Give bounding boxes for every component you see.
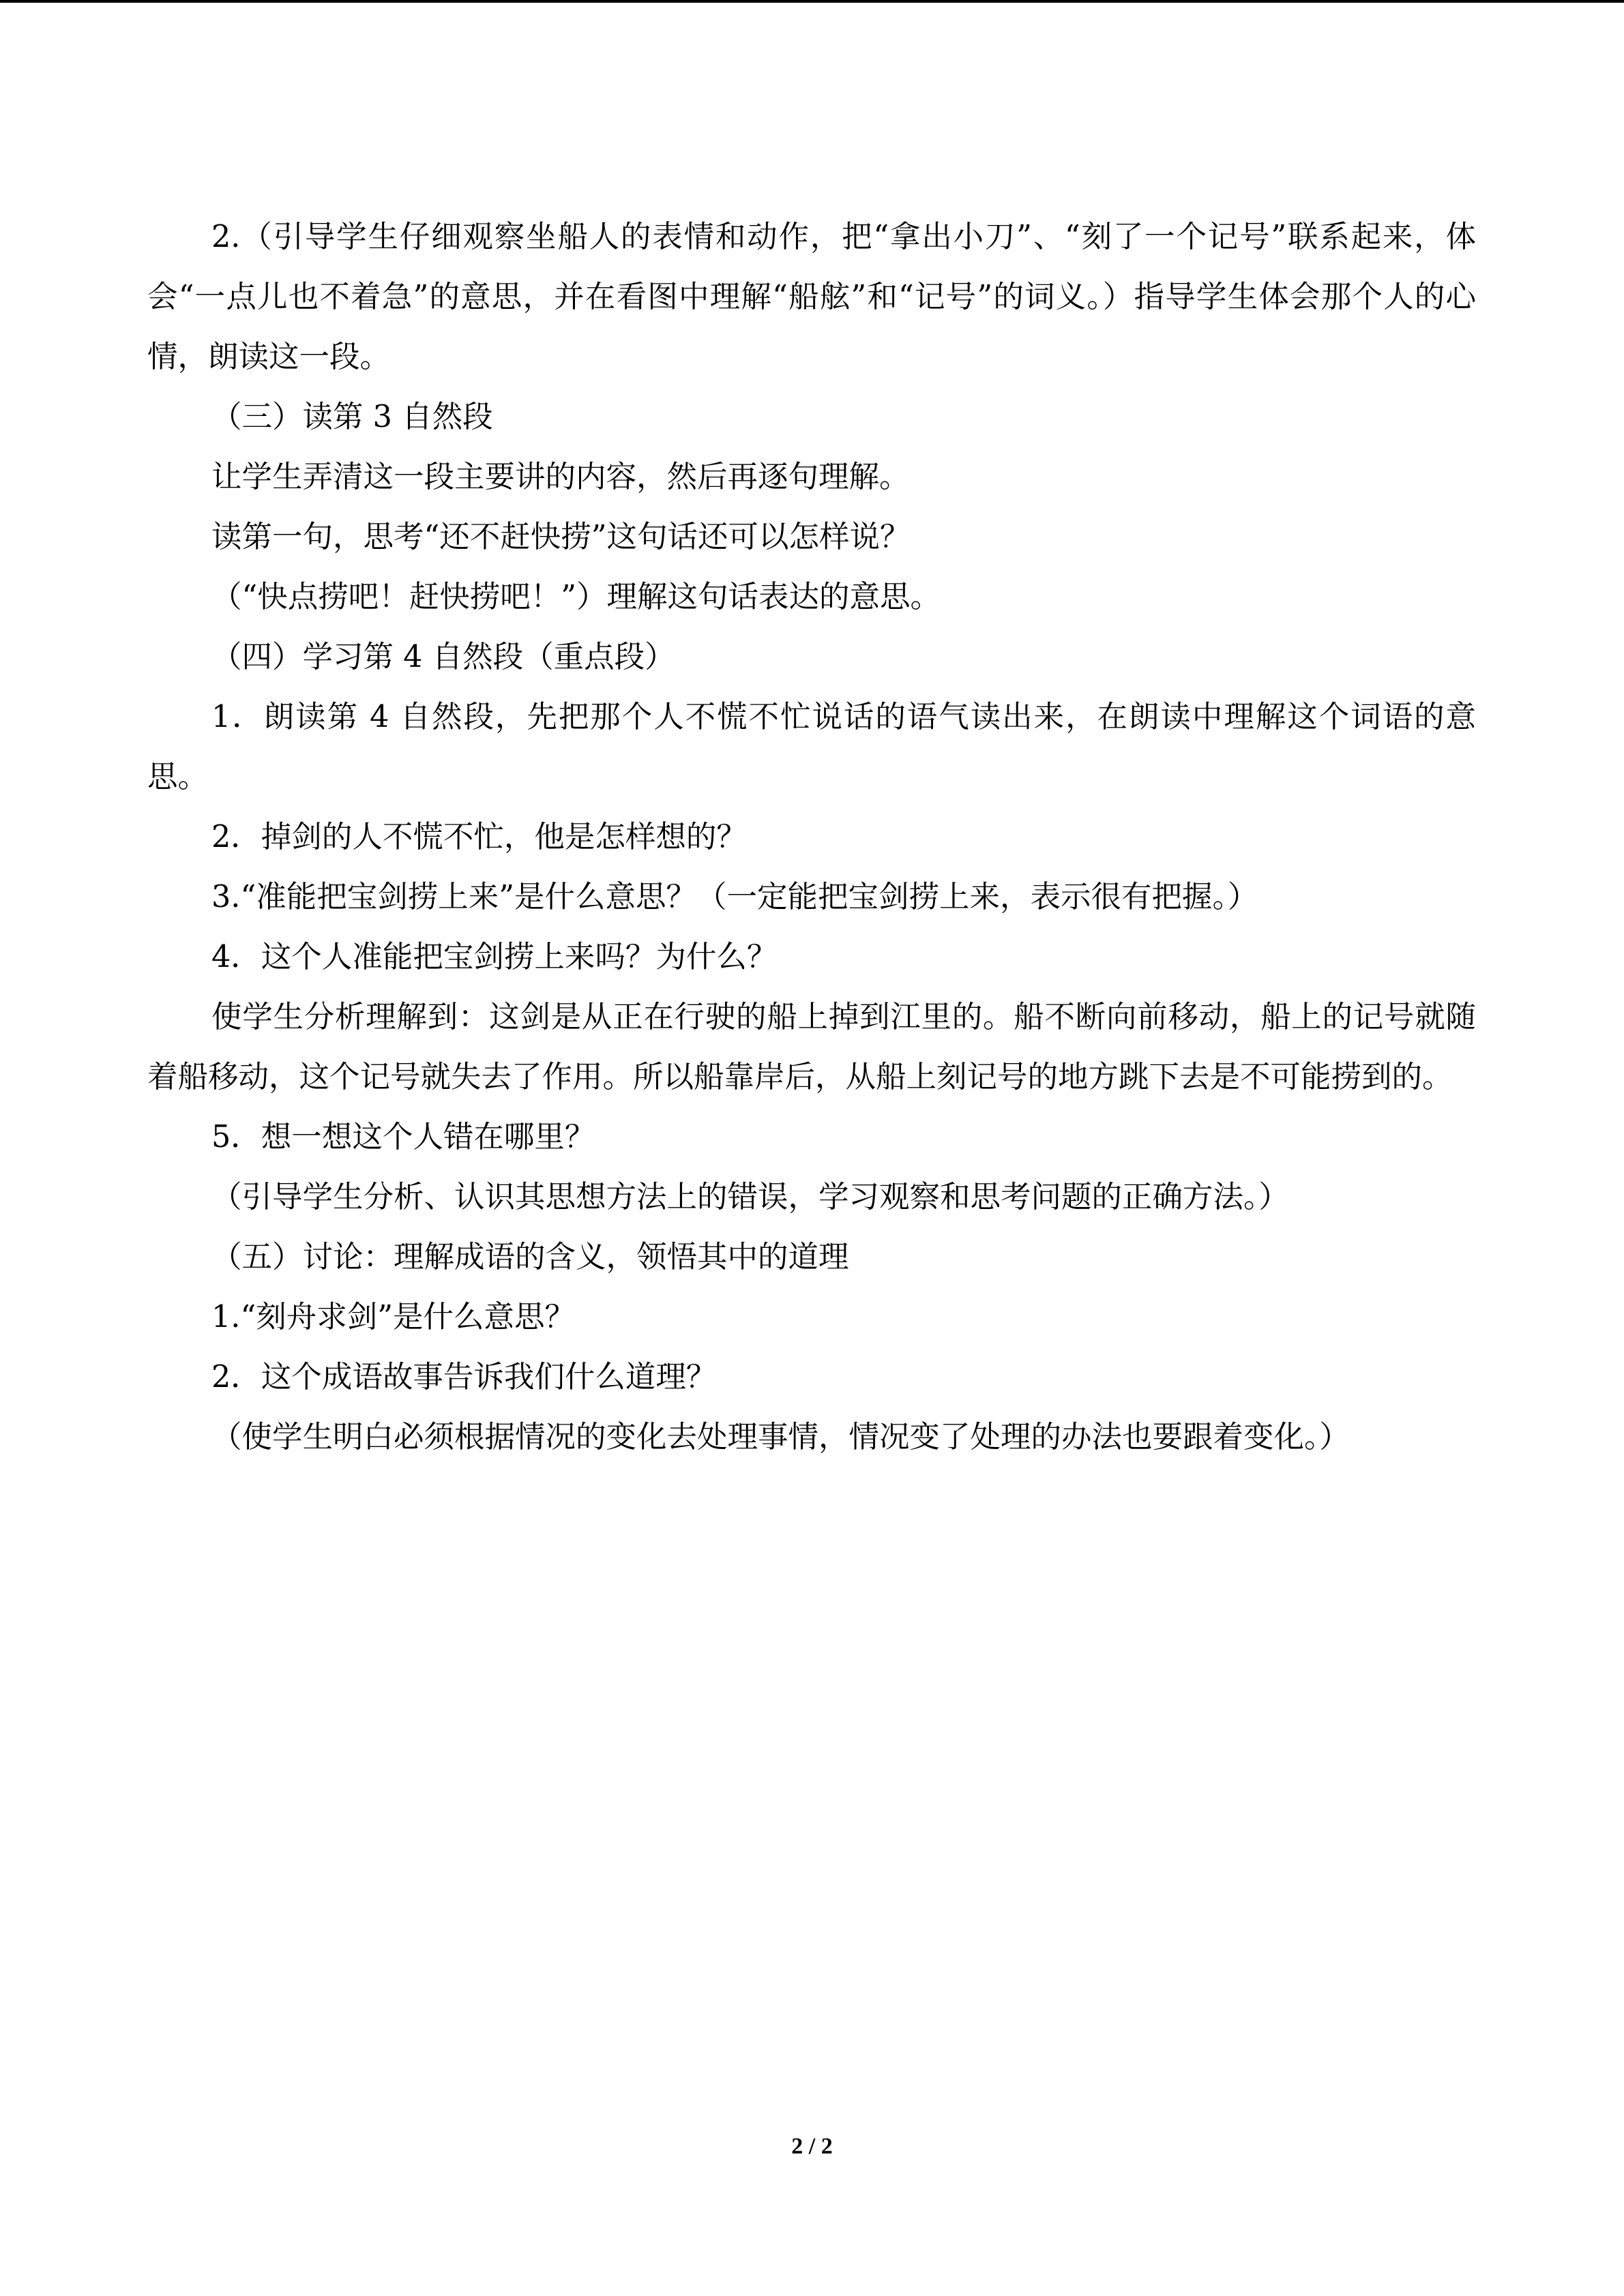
page-number: 2 / 2: [791, 2134, 833, 2159]
paragraph-guidance: （引导学生分析、认识其思想方法上的错误，学习观察和思考问题的正确方法。）: [211, 1180, 1289, 1214]
paragraph-conclusion: （使学生明白必须根据情况的变化去处理事情，情况变了处理的办法也要跟着变化。）: [211, 1420, 1350, 1455]
paragraph-question-5: 5．想一想这个人错在哪里？: [211, 1120, 595, 1154]
paragraph-question-4: 4．这个人准能把宝剑捞上来吗？为什么？: [211, 940, 778, 974]
paragraph-idiom-meaning: 1.“刻舟求剑”是什么意思？: [211, 1300, 575, 1335]
heading-section-5: （五）讨论：理解成语的含义，领悟其中的道理: [211, 1240, 849, 1274]
page-top-border: [0, 0, 1624, 3]
document-body: [147, 207, 1476, 1467]
paragraph-analysis: 使学生分析理解到：这剑是从正在行驶的船上掉到江里的。船不断向前移动，船上的记号就随着船移动，这个记号就失去了作用。所以船靠岸后，从船上刻记号的地方跳下去是不可能捞到的。: [147, 1000, 1476, 1094]
paragraph-sentence-meaning: （“快点捞吧！赶快捞吧！”）理解这句话表达的意思。: [211, 580, 941, 614]
paragraph-first-sentence: 读第一句，思考“还不赶快捞”这句话还可以怎样说？: [211, 520, 911, 554]
paragraph-read-section-4: 1．朗读第 4 自然段，先把那个人不慌不忙说话的语气读出来，在朗读中理解这个词语的意思。: [147, 700, 1476, 794]
paragraph-idiom-lesson: 2．这个成语故事告诉我们什么道理？: [211, 1360, 717, 1395]
heading-section-3: （三）读第 3 自然段: [211, 400, 493, 434]
paragraph-question-2: 2．掉剑的人不慌不忙，他是怎样想的？: [211, 820, 747, 854]
paragraph-observe-boatman: 2.（引导学生仔细观察坐船人的表情和动作，把“拿出小刀”、“刻了一个记号”联系起来，体会“一点儿也不着急”的意思，并在看图中理解“船舷”和“记号”的词义。）指导学生体会那个人的心情，朗读这一段。: [147, 220, 1476, 374]
heading-section-4: （四）学习第 4 自然段（重点段）: [211, 640, 675, 674]
paragraph-section-3-intro: 让学生弄清这一段主要讲的内容，然后再逐句理解。: [211, 460, 910, 494]
paragraph-question-3: 3.“准能把宝剑捞上来”是什么意思？（一定能把宝剑捞上来，表示很有把握。）: [211, 880, 1258, 914]
